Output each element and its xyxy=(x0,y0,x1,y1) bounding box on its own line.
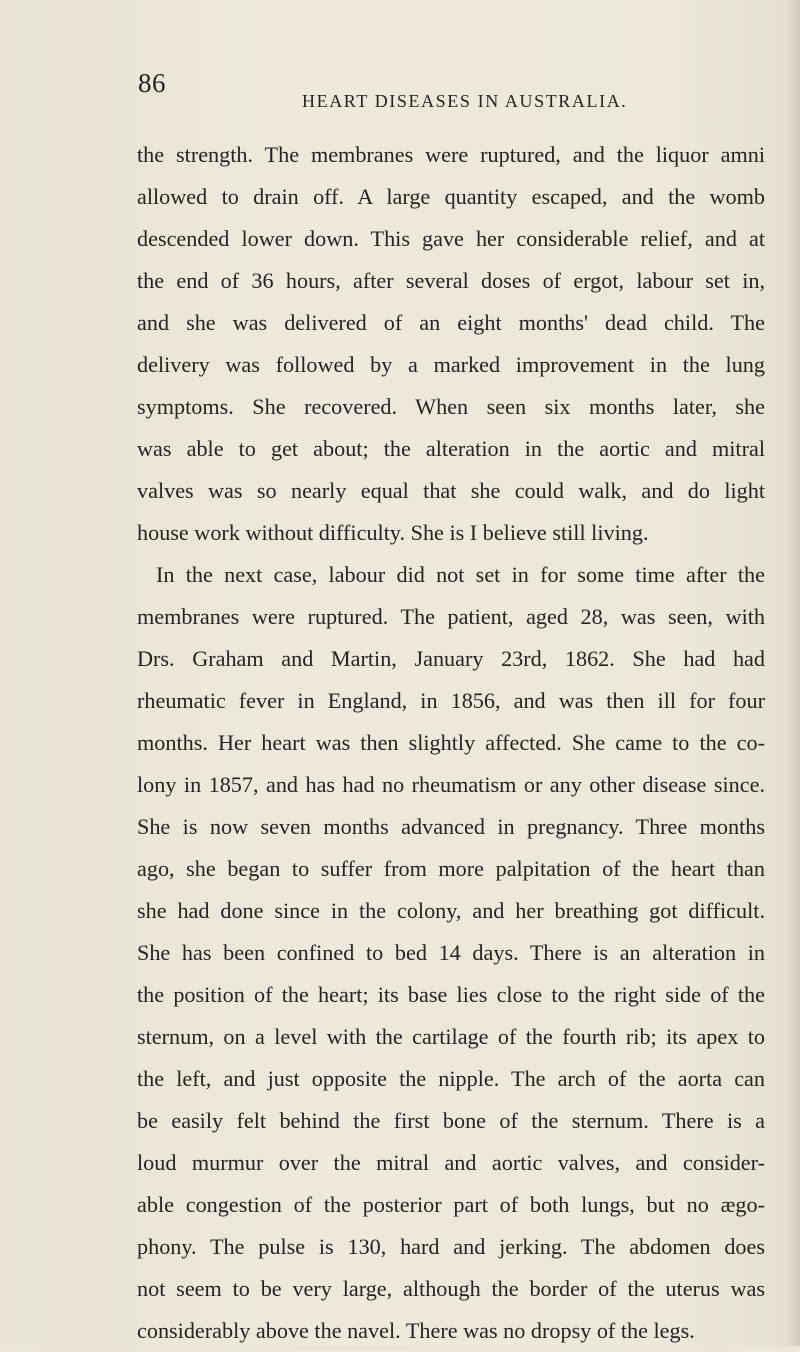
text-line: the end of 36 hours, after several doses of ergot, labour set in, xyxy=(137,268,765,293)
text-line: allowed to drain off. A large quantity escaped, and the womb xyxy=(137,184,765,209)
text-line: considerably above the navel. There was no dropsy of the legs. xyxy=(137,1318,695,1343)
text-line: be easily felt behind the first bone of the sternum. There is a xyxy=(137,1108,765,1133)
page-number: 86 xyxy=(138,68,166,98)
text-line: the left, and just opposite the nipple. The arch of the aorta can xyxy=(137,1066,765,1091)
text-line: house work without difficulty. She is I believe still living. xyxy=(137,520,649,545)
text-line: the position of the heart; its base lies close to the right side of the xyxy=(137,982,765,1007)
text-line: able congestion of the posterior part of both lungs, but no ægo- xyxy=(137,1192,765,1217)
text-line: was able to get about; the alteration in the aortic and mitral xyxy=(137,436,765,461)
text-line: and she was delivered of an eight months' dead child. The xyxy=(137,310,765,335)
text-line: ago, she began to suffer from more palpitation of the heart than xyxy=(137,856,765,881)
text-line: not seem to be very large, although the border of the uterus was xyxy=(137,1276,765,1301)
text-line: months. Her heart was then slightly affected. She came to the co- xyxy=(137,730,765,755)
running-head: HEART DISEASES IN AUSTRALIA. xyxy=(302,91,628,111)
text-line: she had done since in the colony, and her breathing got difficult. xyxy=(137,898,765,923)
text-line: sternum, on a level with the cartilage of the fourth rib; its apex to xyxy=(137,1024,765,1049)
text-line: She has been confined to bed 14 days. There is an alteration in xyxy=(137,940,765,965)
text-line: She is now seven months advanced in pregnancy. Three months xyxy=(137,814,765,839)
text-line: phony. The pulse is 130, hard and jerking. The abdomen does xyxy=(137,1234,765,1259)
text-line: symptoms. She recovered. When seen six months later, she xyxy=(137,394,765,419)
body-text xyxy=(137,134,765,1352)
text-line: membranes were ruptured. The patient, aged 28, was seen, with xyxy=(137,604,765,629)
text-line: the strength. The membranes were ruptured, and the liquor amni xyxy=(137,142,765,167)
text-line: loud murmur over the mitral and aortic valves, and consider- xyxy=(137,1150,765,1175)
page-edge-shadow xyxy=(786,0,800,1346)
text-line: rheumatic fever in England, in 1856, and was then ill for four xyxy=(137,688,765,713)
paragraph-start-line: In the next case, labour did not set in for some time after the xyxy=(156,562,765,587)
text-line: Drs. Graham and Martin, January 23rd, 1862. She had had xyxy=(137,646,765,671)
text-line: descended lower down. This gave her considerable relief, and at xyxy=(137,226,765,251)
text-line: delivery was followed by a marked improvement in the lung xyxy=(137,352,765,377)
text-line: valves was so nearly equal that she could walk, and do light xyxy=(137,478,765,503)
text-line: lony in 1857, and has had no rheumatism or any other disease since. xyxy=(137,772,765,797)
